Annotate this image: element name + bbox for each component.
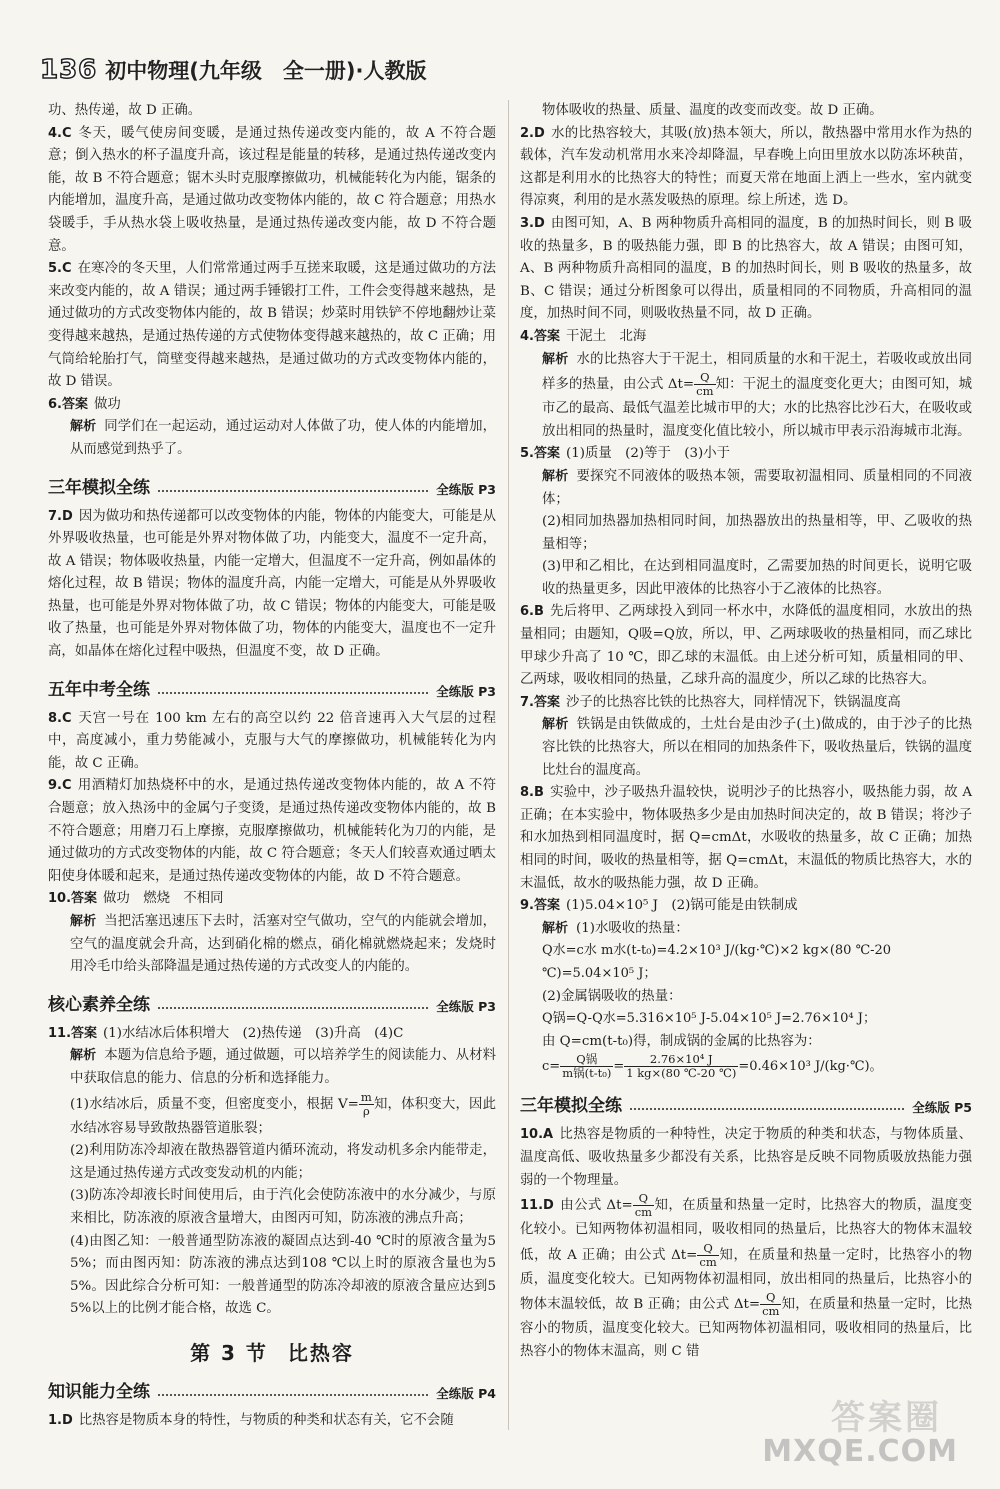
analysis: 解析 水的比热容大于干泥土，相同质量的水和干泥土，若吸收或放出同样多的热量，由公式 Δt= $\frac{Q}{cm}$ 知：干泥土的温度变化更大；由图可知，城市乙的最高、最低气温差比城市甲的大；水的比热容比沙石大，在吸收或放出相同的热量时，温度变化值比较小，所以城市甲表示沿海城市北海。 bbox=[542, 351, 972, 439]
answer-item: 1.D 比热容是物质本身的特性，与物质的种类和状态有关，它不会随 bbox=[48, 1412, 454, 1428]
book-title: 初中物理(九年级 全一册)·人教版 bbox=[105, 59, 427, 83]
analysis-part: (2)相同加热器加热相同时间，加热器放出的热量相等，甲、乙吸收的热量相等； bbox=[542, 514, 972, 552]
column-divider bbox=[508, 100, 509, 1430]
answer-item: 3.D 由图可知，A、B 两种物质升高相同的温度，B 的加热时间长，则 B 吸收的热量多，B 的吸热能力强，即 B 的比热容大，故 A 错误；由图可知，A、B 两种物质升高相同的温度，B 的加热时间长，则 B 吸收的热量多，故 B、C 错误；通过分析图象可以得出，质量相同的不同物质，升高相同的温度，加热时间不同，则吸收热量不同，故 D 正确。 bbox=[520, 215, 972, 322]
answer-item: 8.B 实验中，沙子吸热升温较快，说明沙子的比热容小，吸热能力弱，故 A 正确；在本实验中，物体吸热多少是由加热时间决定的，故 B 错误；将沙子和水加热到相同温度时，据 Q=cmΔt，水吸收的热量多，故 C 正确；加热相同的时间，吸收的热量相等，据 Q=cmΔt，末温低的物质比热容大，水的末温低，故水的吸热能力强，故 D 正确。 bbox=[520, 785, 972, 891]
answer-item: 11.答案 (1)水结冰后体积增大 (2)热传递 (3)升高 (4)C bbox=[48, 1025, 404, 1041]
answer-item: 5.答案 (1)质量 (2)等于 (3)小于 bbox=[520, 446, 731, 462]
answer-item: 11.D 由公式 Δt= $\frac{Q}{cm}$ 知，在质量和热量一定时，比热容大的物质，温度变化较小。已知两物体初温相同，吸收相同的热量后，比热容大的物体末温较低，故 A 正确；由公式 Δt= $\frac{Q}{cm}$ 知，在质量和热量一定时，比热容小的物质，温度变化较大。已知两物体初温相同，放出相同的热量后，比热容小的物体末温较低，故 B 正确；由公式 Δt= $\frac{Q}{cm}$ 知，在质量和热量一定时，比热容小的物质，温度变化较大。已知两物体初温相同，吸收相同的热量后，比热容小的物体末温高，则 C 错 bbox=[520, 1191, 973, 1359]
answer-item: 2.D 水的比热容较大，其吸(放)热本领大，所以，散热器中常用水作为热的载体，汽车发动机常用水来冷却降温，早春晚上向田里放水以防冻坏秧苗，这都是利用水的比热容大的特性；而夏天常在地面上洒上一些水，室内就变得凉爽，利用的是水蒸发吸热的原理。综上所述，选 D。 bbox=[520, 125, 972, 209]
analysis: 解析 当把活塞迅速压下去时，活塞对空气做功，空气的内能就会增加，空气的温度就会升高，达到硝化棉的燃点，硝化棉就燃烧起来；发烧时用冷毛巾给头部降温是通过热传递的方式改变人的内能的。 bbox=[70, 914, 496, 975]
section-heading: 知识能力全练 全练版 P4 bbox=[48, 1381, 496, 1402]
analysis: 解析 本题为信息给予题，通过做题，可以培养学生的阅读能力、从材料中获取信息的能力、信息的分析和选择能力。 bbox=[70, 1048, 496, 1086]
answer-item: 10.A 比热容是物质的一种特性，决定于物质的种类和状态，与物体质量、温度高低、吸收热量多少都没有关系，比热容是反映不同物质吸放热能力强弱的一个物理量。 bbox=[520, 1127, 972, 1188]
analysis-part: 由 Q=cm(t-t₀)得，制成锅的金属的比热容为： bbox=[542, 1033, 821, 1049]
answer-item: 9.C 用酒精灯加热烧杯中的水，是通过热传递改变物体内能的，故 A 不符合题意；放入热汤中的金属勺子变烫，是通过热传递改变物体内能的，故 B 不符合题意；用磨刀石上摩擦，克服摩擦做功，机械能转化为刀的内能，是通过做功的方式改变物体的内能，故 C 符合题意；冬天人们较喜欢通过晒太阳使身体暖和起来，是通过热传递改变物体的内能，故 D 不符合题意。 bbox=[48, 778, 496, 884]
answer-item: 8.C 天宫一号在 100 km 左右的高空以约 22 倍音速再入大气层的过程中，高度减小，重力势能减小，克服与大气的摩擦做功，机械能转化为内能，故 C 正确。 bbox=[48, 710, 496, 771]
continued-text: 物体吸收的热量、质量、温度的改变而改变。故 D 正确。 bbox=[542, 103, 883, 118]
analysis: 解析 铁锅是由铁做成的，土灶台是由沙子(土)做成的，由于沙子的比热容比铁的比热容大，所以在相同的加热条件下，吸收热量后，铁锅的温度比灶台的温度高。 bbox=[542, 717, 972, 778]
analysis-part: (2)金属锅吸收的热量： bbox=[542, 988, 682, 1004]
formula: Q水=c水 m水(t-t₀)=4.2×10³ J/(kg·℃)×2 kg×(80 ℃-20 ℃)=5.04×10⁵ J； bbox=[542, 943, 892, 981]
left-column bbox=[48, 100, 496, 1433]
section-heading: 五年中考全练 全练版 P3 bbox=[48, 679, 496, 700]
analysis: 解析 同学们在一起运动，通过运动对人体做了功，使人体的内能增加，从而感觉到热乎了。 bbox=[70, 419, 496, 457]
answer-item: 9.答案 (1)5.04×10⁵ J (2)锅可能是由铁制成 bbox=[520, 898, 798, 914]
answer-item: 7.D 因为做功和热传递都可以改变物体的内能，物体的内能变大，可能是从外界吸收热量，也可能是外界对物体做了功，内能变大，温度不一定升高，故 A 错误；物体吸收热量，内能一定增大，但温度不一定升高，例如晶体的熔化过程，故 B 错误；物体的温度升高，内能一定增大，可能是从外界吸收热量，也可能是外界对物体做了功，故 C 错误；物体的内能变大，可能是吸收了热量，也可能是外界对物体做了功，物体的内能变大，温度也不一定升高，如晶体在熔化过程中吸热，但温度不变，故 D 正确。 bbox=[48, 508, 496, 660]
answer-item: 4.C 冬天，暖气使房间变暖，是通过热传递改变内能的，故 A 不符合题意；倒入热水的杯子温度升高，该过程是能量的转移，是通过热传递改变内能，故 B 不符合题意；锯木头时克服摩擦做功，机械能转化为内能，锯条的内能增加，温度升高，是通过做功改变物体内能的，故 C 符合题意；用热水袋暖手，手从热水袋上吸收热量，是通过热传递改变内能，故 D 不符合题意。 bbox=[48, 125, 496, 254]
continued-text: 功、热传递，故 D 正确。 bbox=[48, 103, 202, 118]
site-watermark bbox=[762, 1398, 978, 1475]
analysis: 解析 (1)水吸收的热量： bbox=[542, 920, 689, 936]
analysis: 解析 要探究不同液体的吸热本领，需要取初温相同、质量相同的不同液体； bbox=[542, 468, 972, 507]
section-heading: 核心素养全练 全练版 P3 bbox=[48, 994, 496, 1015]
analysis-part: (4)由图乙知：一般普通型防冻液的凝固点达到-40 ℃时的原液含量为55%；而由图丙知：防冻液的沸点达到108 ℃以上时的原液含量也为55%。因此综合分析可知：一般普通型的防冻冷却液的原液含量应达到55%以上的比例才能合格，故选 C。 bbox=[70, 1233, 496, 1317]
answer-item: 5.C 在寒冷的冬天里，人们常常通过两手互搓来取暖，这是通过做功的方法来改变内能的，故 A 错误；通过两手锤锻打工件，工件会变得越来越热，是通过做功的方式改变物体内能的，故 B 错误；炒菜时用铁铲不停地翻炒让菜变得越来越热，是通过热传递的方式使物体变得越来越热的，故 C 正确；用气筒给轮胎打气，筒壁变得越来越热，是通过做功的方式改变物体内能的，故 D 错误。 bbox=[48, 261, 496, 390]
analysis-part: (2)利用防冻冷却液在散热器管道内循环流动，将发动机多余内能带走，这是通过热传递方式改变发动机的内能； bbox=[70, 1143, 496, 1181]
answer-item: 6.B 先后将甲、乙两球投入到同一杯水中，水降低的温度相同，水放出的热量相同；由题知，Q吸=Q放，所以，甲、乙两球吸收的热量相同，而乙球比甲球少升高了 10 ℃，即乙球的末温低。由上述分析可知，质量相同的甲、乙两球，吸收相同的热量，乙球升高的温度少，所以乙球的比热容大。 bbox=[520, 604, 972, 688]
watermark-logo: 答案圈 bbox=[831, 1398, 942, 1438]
analysis-part: (1)水结冰后，质量不变，但密度变小，根据 V= $\frac{m}{\rho}$ 知，体积变大，因此水结冰容易导致散热器管道胀裂； bbox=[70, 1089, 496, 1136]
watermark-url: MXQE.COM bbox=[762, 1434, 958, 1469]
answer-item: 10.答案 做功 燃烧 不相同 bbox=[48, 891, 224, 907]
analysis-part: (3)防冻冷却液长时间使用后，由于汽化会使防冻液中的水分减少，与原来相比，防冻液的原液含量增大，由图丙可知，防冻液的沸点升高； bbox=[70, 1188, 496, 1226]
answer-item: 6.答案 做功 bbox=[48, 396, 121, 412]
analysis-part: (3)甲和乙相比，在达到相同温度时，乙需要加热的时间更长，说明它吸收的热量更多，因此甲液体的比热容小于乙液体的比热容。 bbox=[542, 559, 972, 597]
chapter-title: 第 3 节 比热容 bbox=[190, 1340, 354, 1365]
page-header bbox=[40, 50, 520, 90]
answer-item: 4.答案 干泥土 北海 bbox=[520, 328, 647, 344]
formula: Q锅=Q-Q水=5.316×10⁵ J-5.04×10⁵ J=2.76×10⁴ J； bbox=[542, 1011, 876, 1027]
section-heading: 三年模拟全练 全练版 P3 bbox=[48, 477, 496, 498]
section-heading: 三年模拟全练 全练版 P5 bbox=[520, 1096, 972, 1117]
page-number: 136 bbox=[40, 55, 98, 85]
formula: c= $\frac{\text{Q锅}}{\text{m锅(t-t₀)}}$ = $\frac{\text{2.76×10⁴ J}}{1 kg\times(80 ℃-20 ℃)}$ =0.46×10³ J/(kg·℃)。 bbox=[542, 1052, 883, 1081]
answer-item: 7.答案 沙子的比热容比铁的比热容大，同样情况下，铁锅温度高 bbox=[520, 694, 901, 710]
right-column bbox=[520, 100, 972, 1364]
